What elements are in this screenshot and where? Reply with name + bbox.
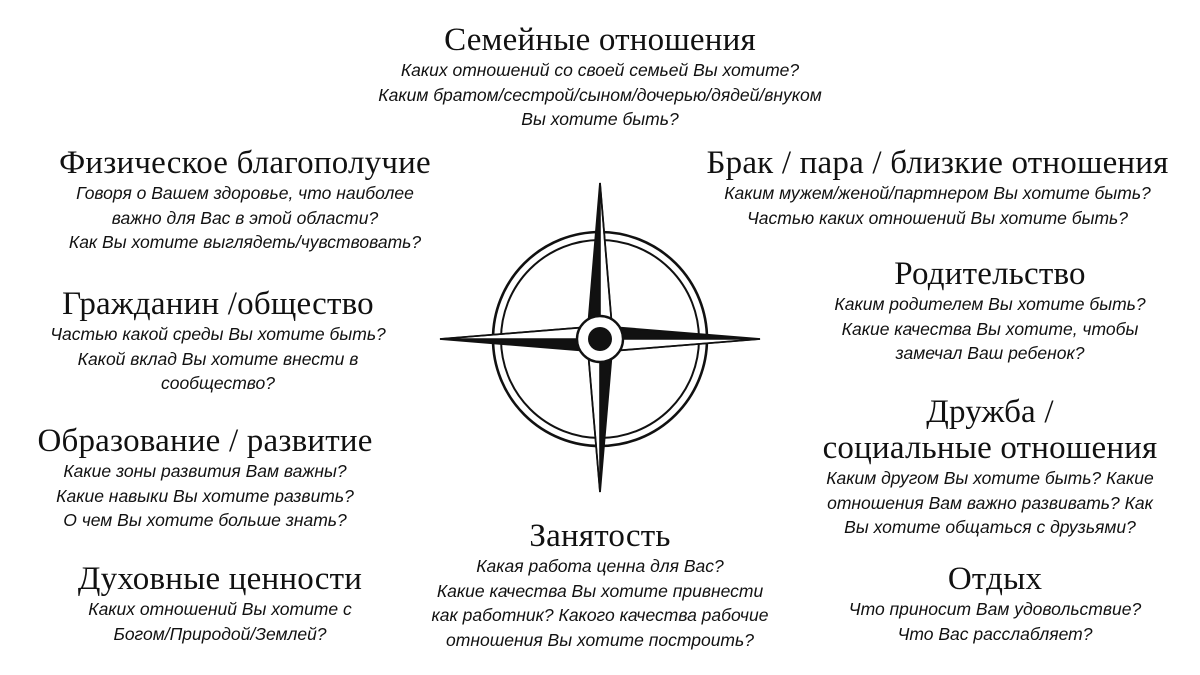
section-questions: [780, 292, 1200, 366]
question-line: Частью какой среды Вы хотите быть?: [50, 324, 386, 344]
question-line: Какие навыки Вы хотите развить?: [56, 485, 354, 506]
question-line: Частью каких отношений Вы хотите быть?: [747, 207, 1128, 228]
section-questions: [8, 322, 428, 396]
question-line: Какие качества Вы хотите привнести: [436, 580, 764, 601]
question-line: Какие зоны развития Вам важны?: [63, 461, 347, 481]
question-line: Что приносит Вам удовольствие?: [848, 599, 1142, 619]
compass-hub-dot: [588, 327, 612, 351]
section-questions: [390, 554, 810, 652]
question-line: отношения Вам важно развивать? Как: [827, 492, 1153, 513]
question-line: как работник? Какого качества рабочие: [431, 605, 769, 625]
section-title: Занятость: [529, 518, 671, 554]
section-title: Семейные отношения: [444, 22, 756, 58]
question-line: Богом/Природой/Землей?: [113, 623, 327, 644]
section-education: [0, 423, 410, 533]
question-line: Какие качества Вы хотите, чтобы: [841, 318, 1139, 339]
question-line: отношения Вы хотите построить?: [446, 629, 754, 650]
section-parenting: [780, 256, 1200, 366]
question-line: Как Вы хотите выглядеть/чувствовать?: [68, 232, 422, 252]
section-questions: [20, 181, 470, 255]
section-questions: [20, 597, 420, 646]
question-line: Какой вклад Вы хотите внести в: [77, 348, 359, 369]
section-questions: [0, 459, 410, 533]
section-employment: [390, 518, 810, 652]
section-title: Духовные ценности: [77, 561, 363, 597]
question-line: Каким братом/сестрой/сыном/дочерью/дядей/внуком: [378, 84, 822, 105]
question-line: важно для Вас в этой области?: [111, 207, 379, 228]
question-line: О чем Вы хотите больше знать?: [63, 510, 347, 530]
question-line: Каким родителем Вы хотите быть?: [834, 294, 1146, 314]
section-title: Брак / пара / близкие отношения: [706, 145, 1169, 181]
question-line: Вы хотите быть?: [521, 109, 679, 129]
question-line: Каких отношений со своей семьей Вы хотите?: [400, 60, 800, 80]
section-leisure: [800, 561, 1190, 646]
section-citizen: [8, 286, 428, 396]
question-line: Что Вас расслабляет?: [897, 623, 1093, 644]
section-title: Физическое благополучие: [59, 145, 431, 181]
question-line: Каких отношений Вы хотите с: [88, 599, 352, 619]
question-line: Какая работа ценна для Вас?: [476, 556, 724, 576]
question-line: Каким другом Вы хотите быть? Какие: [826, 468, 1154, 488]
compass-rose-icon: [435, 178, 765, 498]
question-line: замечал Ваш ребенок?: [895, 343, 1085, 363]
section-title: Родительство: [894, 256, 1086, 292]
section-title: Отдых: [947, 561, 1043, 597]
question-line: Говоря о Вашем здоровье, что наиболее: [76, 183, 414, 203]
question-line: Каким мужем/женой/партнером Вы хотите быть?: [724, 183, 1151, 203]
section-questions: [800, 597, 1190, 646]
question-line: сообщество?: [160, 373, 276, 393]
section-spiritual: [20, 561, 420, 646]
section-title: Дружба /: [926, 394, 1054, 430]
section-friendship: [780, 394, 1200, 540]
section-title: Образование / развитие: [37, 423, 373, 459]
section-questions: [780, 466, 1200, 540]
section-title: социальные отношения: [822, 430, 1158, 466]
section-questions: [300, 58, 900, 132]
section-title: Гражданин /общество: [62, 286, 374, 322]
question-line: Вы хотите общаться с друзьями?: [844, 517, 1136, 537]
section-family: [300, 22, 900, 132]
section-physical: [20, 145, 470, 255]
